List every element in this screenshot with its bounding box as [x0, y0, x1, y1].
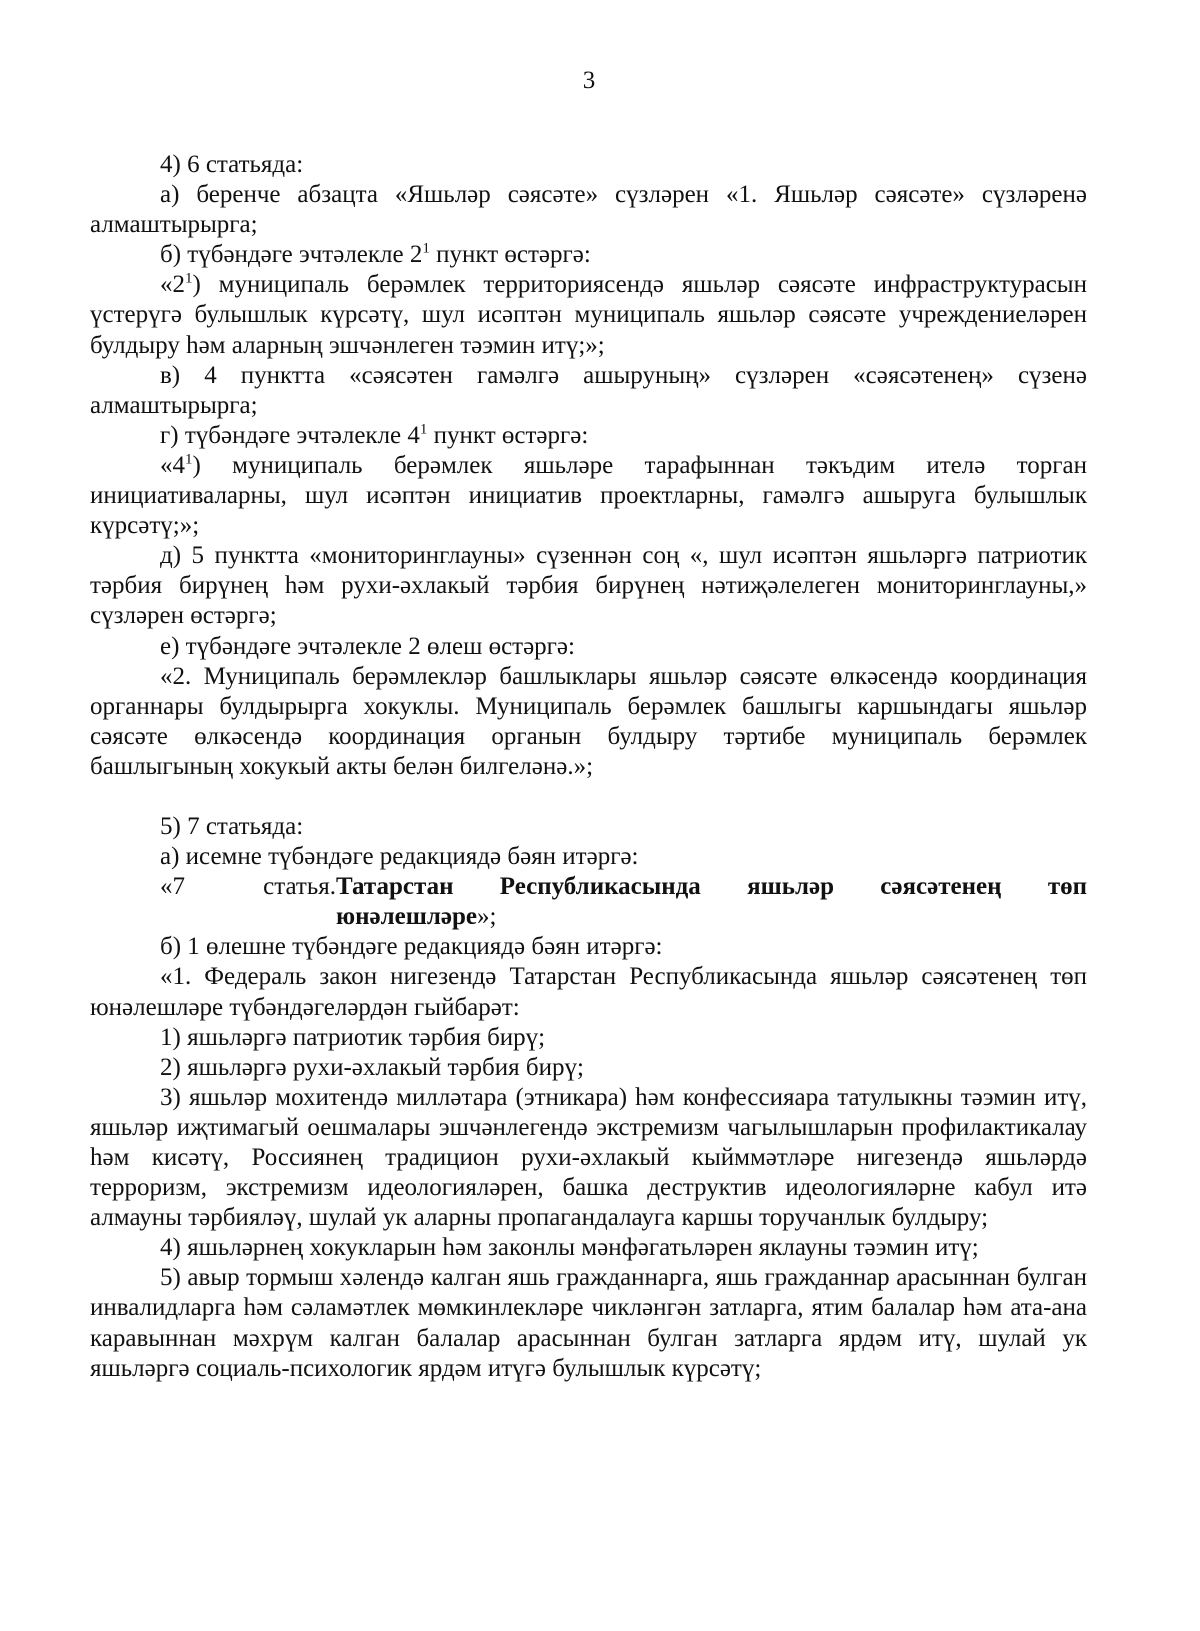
text-run: ) муниципаль берәмлек яшьләре тарафыннан тәкъдим ителә торган инициативаларны, шул исәптән инициатив проектларны, гамәлгә ашыруга булышлык күрсәтү;»;: [90, 451, 1087, 540]
superscript: 1: [422, 240, 430, 257]
text-run: пункт өстәргә:: [429, 241, 591, 269]
paragraph: «1. Федераль закон нигезендә Татарстан Республикасында яшьләр сәясәтенең төп юнәлешләре түбәндәгеләрдән гыйбарәт:: [90, 963, 1087, 1021]
text-run: «4: [160, 451, 185, 479]
paragraph: [90, 421, 1087, 451]
superscript: 1: [419, 421, 428, 438]
article-heading-continuation: [336, 902, 1087, 932]
text-run: г) түбәндәге эчтәлекле 4: [160, 421, 420, 449]
paragraph: 5) 7 статьяда:: [160, 812, 304, 840]
paragraph: а) исемне түбәндәге редакциядә бәян итәргә:: [160, 843, 639, 871]
paragraph: е) түбәндәге эчтәлекле 2 өлеш өстәргә:: [160, 632, 575, 660]
paragraph: [90, 240, 1087, 270]
text-run: «7: [160, 873, 185, 901]
paragraph: [90, 451, 1087, 541]
paragraph: 4) яшьләрнең хокукларын һәм законлы мәнфәгатьләрен яклауны тәэмин итү;: [160, 1234, 979, 1262]
superscript: 1: [185, 451, 193, 468]
paragraph: 1) яшьләргә патриотик тәрбия бирү;: [160, 1023, 546, 1051]
document-body: [90, 150, 1087, 1384]
article-heading-title: Татарстан Республикасында яшьләр сәясәтенең төп: [336, 873, 1087, 901]
paragraph: 3) яшьләр мохитендә милләтара (этникара) һәм конфессияара татулыкны тәэмин итү, яшьләр иҗтимагый оешмалары эшчәнлегендә экстремизм чагылышларын профилактикалау һәм кисәтү, Россиянең традицион рухи-әхлакый кыйммәтләре нигезендә яшьләрдә терроризм, экстремизм идеологияләрен, башка деструктив идеологияләрне кабул итә алмауны тәрбияләү, шулай ук аларны пропагандалауга каршы торучанлык булдыру;: [90, 1083, 1087, 1232]
paragraph: 2) яшьләргә рухи-әхлакый тәрбия бирү;: [160, 1053, 584, 1081]
article-heading: [90, 872, 1087, 902]
paragraph: в) 4 пунктта «сәясәтен гамәлгә ашыруның» сүзләрен «сәясәтенең» сүзенә алмаштырырга;: [90, 361, 1087, 419]
paragraph: «2. Муниципаль берәмлекләр башлыклары яшьләр сәясәте өлкәсендә координация органнары булдырырга хокуклы. Муниципаль берәмлек башлыгы каршындагы яшьләр сәясәте өлкәсендә координация органын булдыру тәртибе муниципаль берәмлек башлыгының хокукый акты белән билгеләнә.»;: [90, 662, 1087, 780]
paragraph: б) 1 өлешне түбәндәге редакциядә бәян итәргә:: [160, 933, 663, 961]
text-run: »;: [476, 903, 497, 931]
paragraph: а) беренче абзацта «Яшьләр сәясәте» сүзләрен «1. Яшьләр сәясәте» сүзләренә алмаштырырга;: [90, 181, 1087, 239]
text-run: юнәлешләре: [336, 903, 477, 931]
paragraph: 5) авыр тормыш хәлендә калган яшь гражданнарга, яшь гражданнар арасыннан булган инвалидларга һәм сәламәтлек мөмкинлекләре чикләнгән затларга, ятим балалар һәм ата-ана каравыннан мәхрүм калган балалар арасыннан булган затларга ярдәм итү, шулай ук яшьләргә социаль-психологик ярдәм итүгә булышлык күрсәтү;: [90, 1264, 1087, 1382]
page-number: 3: [582, 67, 596, 94]
paragraph: [90, 270, 1087, 360]
paragraph-gap: [90, 782, 1087, 812]
paragraph: д) 5 пунктта «мониторинглауны» сүзеннән соң «, шул исәптән яшьләргә патриотик тәрбия бирүнең һәм рухи-әхлакый тәрбия бирүнең нәтиҗәлелеген мониторинглауны,» сүзләрен өстәргә;: [90, 542, 1087, 630]
text-run: б) түбәндәге эчтәлекле 2: [160, 241, 423, 269]
text-run: пункт өстәргә:: [427, 421, 589, 449]
superscript: 1: [185, 271, 193, 288]
text-run: «2: [160, 271, 185, 299]
article-heading-lead: [90, 872, 336, 902]
text-run: статья.: [263, 873, 336, 901]
text-run: ) муниципаль берәмлек территориясендә яшьләр сәясәте инфраструктурасын үстерүгә булышлык күрсәтү, шул исәптән муниципаль яшьләр сәясәте учреждениеләрен булдыру һәм аларның эшчәнлеген тәэмин итү;»;: [90, 271, 1087, 359]
paragraph: 4) 6 статьяда:: [160, 151, 304, 178]
